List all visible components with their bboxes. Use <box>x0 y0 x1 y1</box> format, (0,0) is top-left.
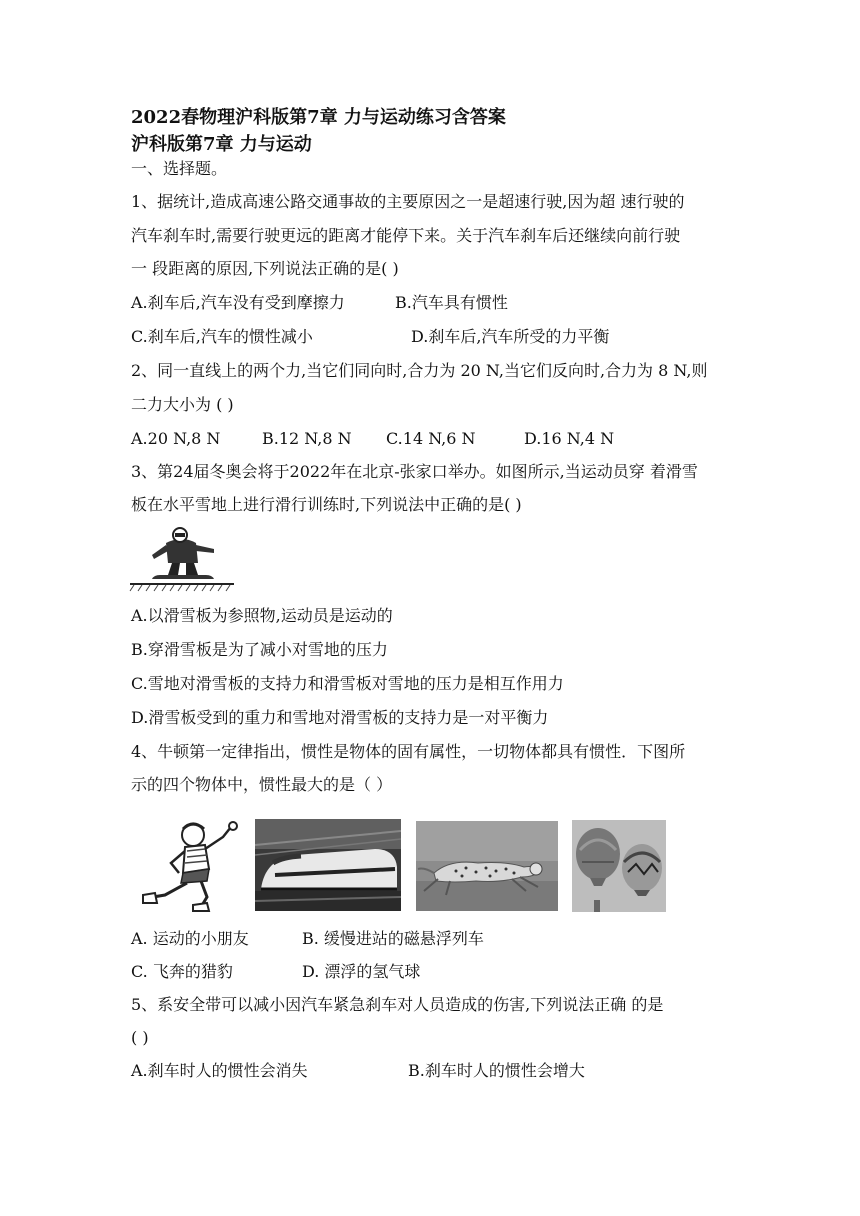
section-heading: 一、选择题。 <box>131 159 228 178</box>
question-1-line-1: 1、据统计,造成高速公路交通事故的主要原因之一是超速行驶,因为超 速行驶的 <box>131 192 685 211</box>
question-4-option-a: A. 运动的小朋友 <box>131 929 249 948</box>
question-4-option-d: D. 漂浮的氢气球 <box>302 962 421 981</box>
question-4-line-1: 4、牛顿第一定律指出，惯性是物体的固有属性，一切物体都具有惯性．下图所 <box>131 742 686 761</box>
question-1-line-2: 汽车刹车时,需要行驶更远的距离才能停下来。关于汽车刹车后还继续向前行驶 <box>131 226 681 245</box>
question-1-option-b: B.汽车具有惯性 <box>395 293 508 312</box>
question-1-option-c: C.刹车后,汽车的惯性减小 <box>131 327 313 346</box>
running-child-figure <box>135 817 243 913</box>
maglev-train-photo <box>255 819 401 911</box>
cheetah-photo <box>416 821 558 911</box>
question-3-option-b: B.穿滑雪板是为了减小对雪地的压力 <box>131 640 388 659</box>
question-5-option-a: A.刹车时人的惯性会消失 <box>131 1061 308 1080</box>
question-2-option-d: D.16 N,4 N <box>524 429 615 448</box>
hydrogen-balloons-photo <box>572 820 666 912</box>
question-5-line-2: ( ) <box>131 1028 149 1047</box>
question-5-line-1: 5、系安全带可以减小因汽车紧急刹车对人员造成的伤害,下列说法正确 的是 <box>131 995 664 1014</box>
question-2-option-c: C.14 N,6 N <box>386 429 476 448</box>
question-2-option-a: A.20 N,8 N <box>131 429 221 448</box>
question-3-option-c: C.雪地对滑雪板的支持力和滑雪板对雪地的压力是相互作用力 <box>131 674 564 693</box>
question-3-option-d: D.滑雪板受到的重力和雪地对滑雪板的支持力是一对平衡力 <box>131 708 549 727</box>
question-1-line-3: 一 段距离的原因,下列说法正确的是( ) <box>131 259 399 278</box>
question-1-option-d: D.刹车后,汽车所受的力平衡 <box>411 327 610 346</box>
question-5-option-b: B.刹车时人的惯性会增大 <box>408 1061 585 1080</box>
question-3-line-1: 3、第24届冬奥会将于2022年在北京-张家口举办。如图所示,当运动员穿 着滑雪 <box>131 462 698 481</box>
question-2-line-2: 二力大小为 ( ) <box>131 395 234 414</box>
question-4-option-c: C. 飞奔的猎豹 <box>131 962 233 981</box>
document-title: 2022春物理沪科版第7章 力与运动练习含答案 <box>131 107 506 128</box>
snowboarder-figure <box>128 527 236 595</box>
question-2-option-b: B.12 N,8 N <box>262 429 352 448</box>
question-4-option-b: B. 缓慢进站的磁悬浮列车 <box>302 929 484 948</box>
question-2-line-1: 2、同一直线上的两个力,当它们同向时,合力为 20 N,当它们反向时,合力为 8 N,则 <box>131 361 708 380</box>
question-4-line-2: 示的四个物体中，惯性最大的是（ ） <box>131 775 393 794</box>
question-1-option-a: A.刹车后,汽车没有受到摩擦力 <box>131 293 345 312</box>
question-3-option-a: A.以滑雪板为参照物,运动员是运动的 <box>131 606 393 625</box>
question-3-line-2: 板在水平雪地上进行滑行训练时,下列说法中正确的是( ) <box>131 495 522 514</box>
document-subtitle: 沪科版第7章 力与运动 <box>131 134 312 155</box>
